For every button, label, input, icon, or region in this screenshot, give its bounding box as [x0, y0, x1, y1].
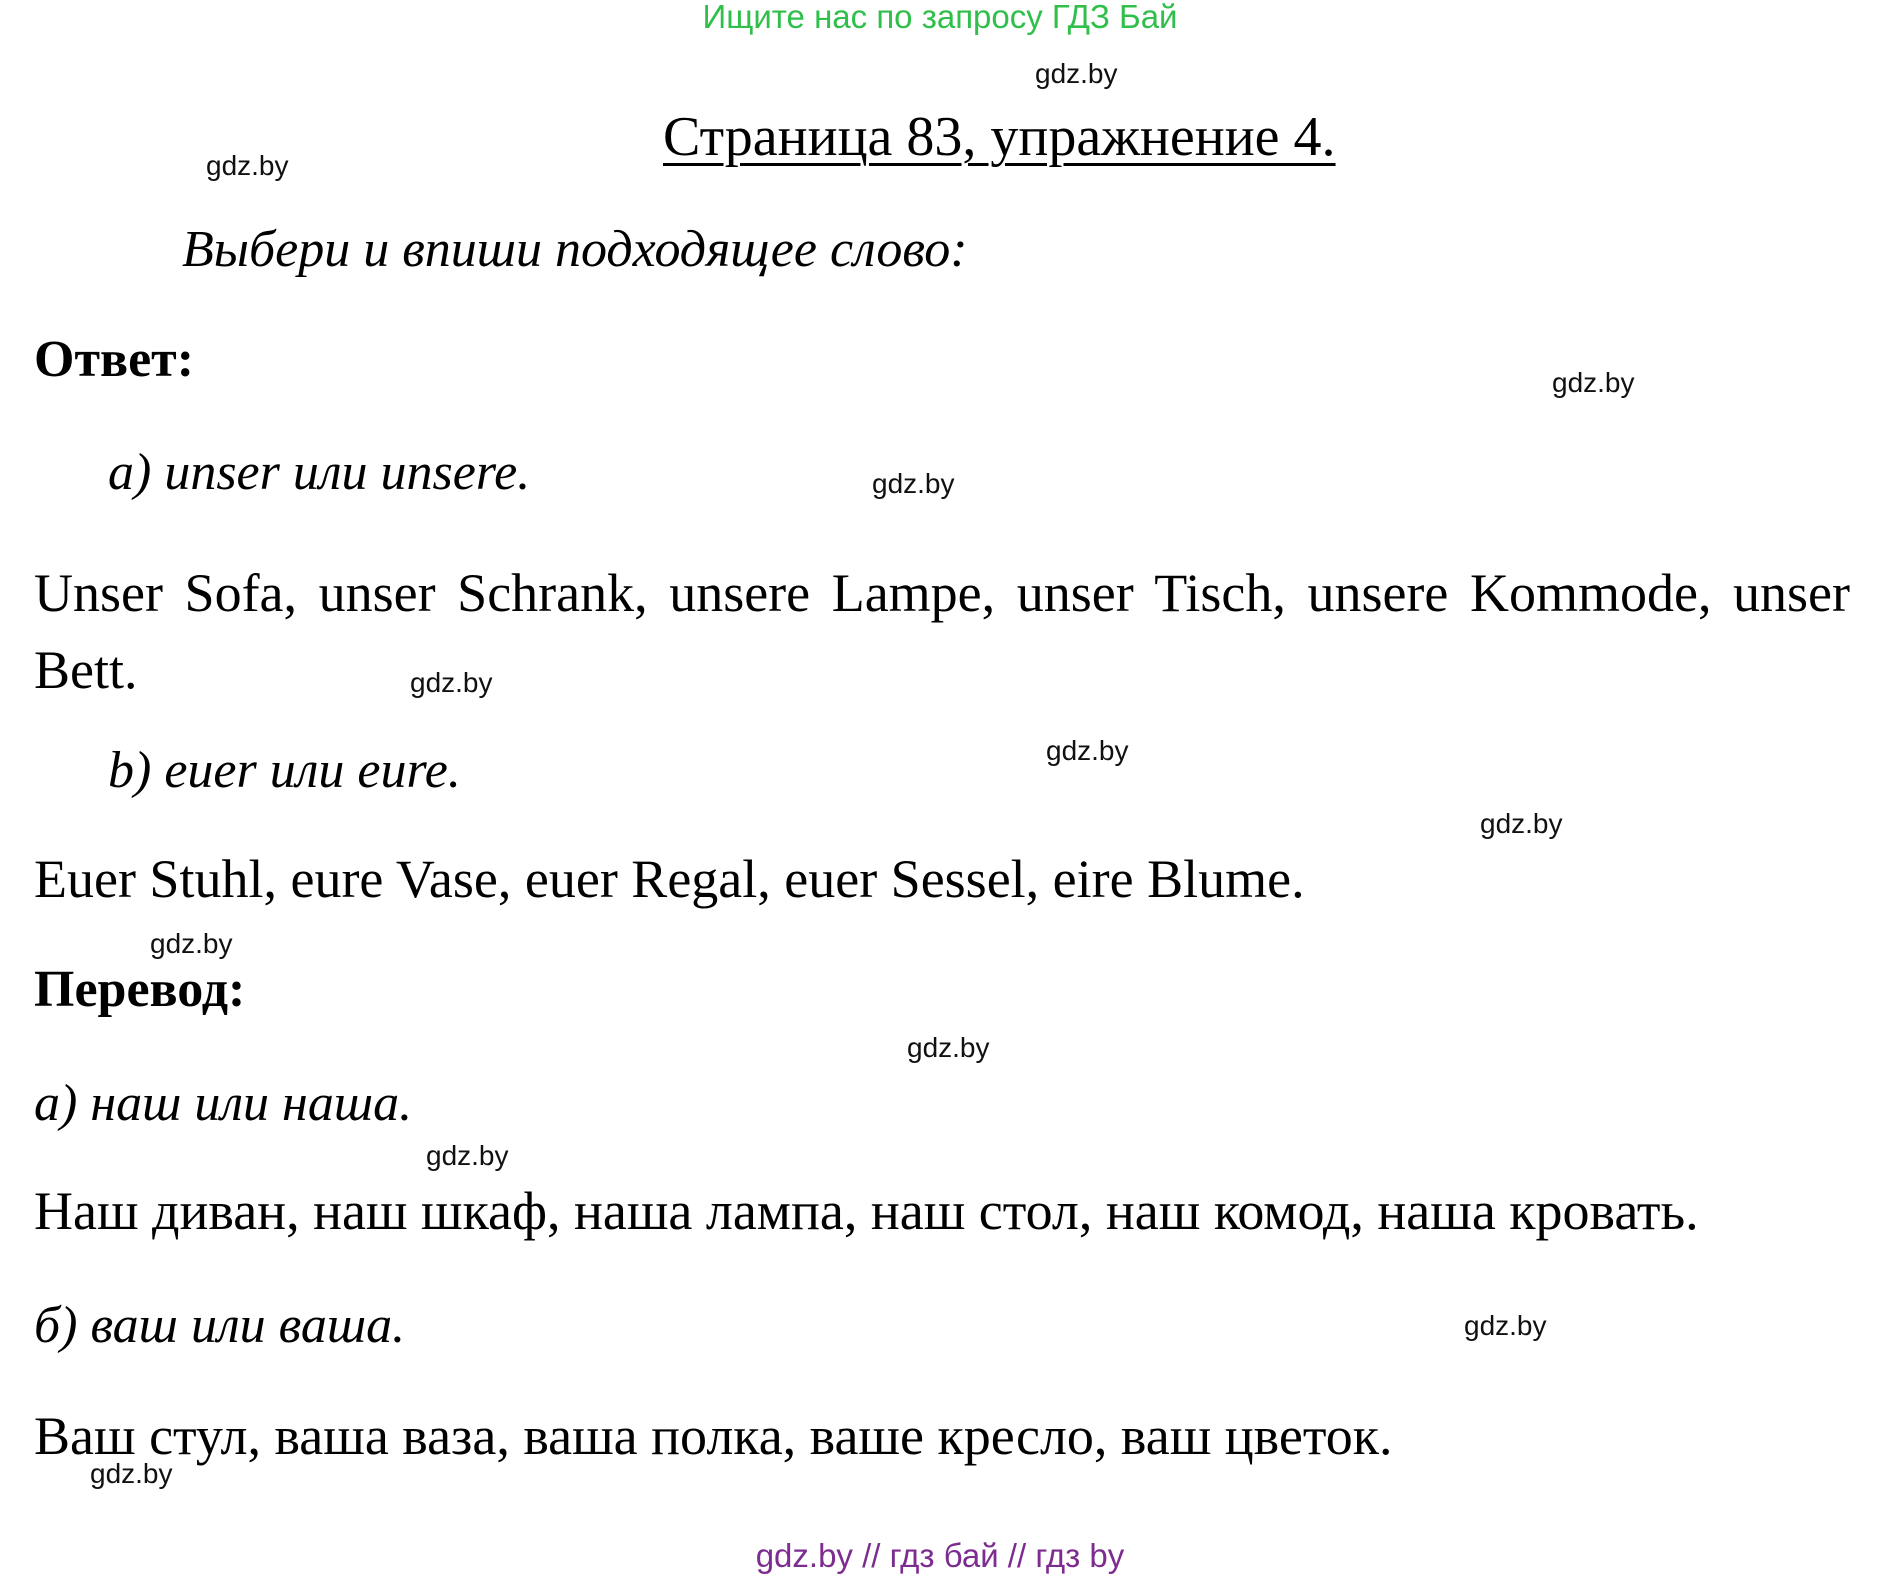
answer-heading: Ответ:: [34, 331, 195, 388]
watermark: gdz.by: [907, 1032, 990, 1063]
answer-b-text: Euer Stuhl, eure Vase, euer Regal, euer Sessel, eire Blume.: [34, 849, 1305, 909]
watermark: gdz.by: [90, 1458, 173, 1489]
answer-a-text: Unser Sofa, unser Schrank, unsere Lampe, unser Tisch, unsere Kommode, unser Bett.: [34, 563, 1850, 700]
watermark: gdz.by: [1035, 58, 1118, 89]
translation-heading: Перевод:: [34, 961, 246, 1018]
translation-b-text: Ваш стул, ваша ваза, ваша полка, ваше кресло, ваш цветок.: [34, 1406, 1393, 1466]
task-instruction: Выбери и впиши подходящее слово:: [182, 221, 968, 278]
watermark: gdz.by: [410, 667, 493, 698]
search-banner: Ищите нас по запросу ГДЗ Бай: [702, 0, 1178, 35]
watermark: gdz.by: [1464, 1310, 1547, 1341]
watermark: gdz.by: [1552, 367, 1635, 398]
watermark: gdz.by: [206, 150, 289, 181]
translation-a-label: а) наш или наша.: [34, 1075, 413, 1132]
watermark: gdz.by: [1480, 808, 1563, 839]
watermark: gdz.by: [1046, 735, 1129, 766]
watermark: gdz.by: [426, 1140, 509, 1171]
footer-links: gdz.by // гдз бай // гдз by: [755, 1537, 1125, 1574]
answer-a-label: a) unser или unsere.: [108, 444, 531, 501]
watermark: gdz.by: [872, 468, 955, 499]
page-title: Страница 83, упражнение 4.: [663, 106, 1336, 168]
answer-b-label: b) euer или eure.: [108, 742, 461, 799]
translation-b-label: б) ваш или ваша.: [34, 1297, 406, 1354]
translation-a-text: Наш диван, наш шкаф, наша лампа, наш стол, наш комод, наша кровать.: [34, 1181, 1699, 1241]
watermark: gdz.by: [150, 928, 233, 959]
